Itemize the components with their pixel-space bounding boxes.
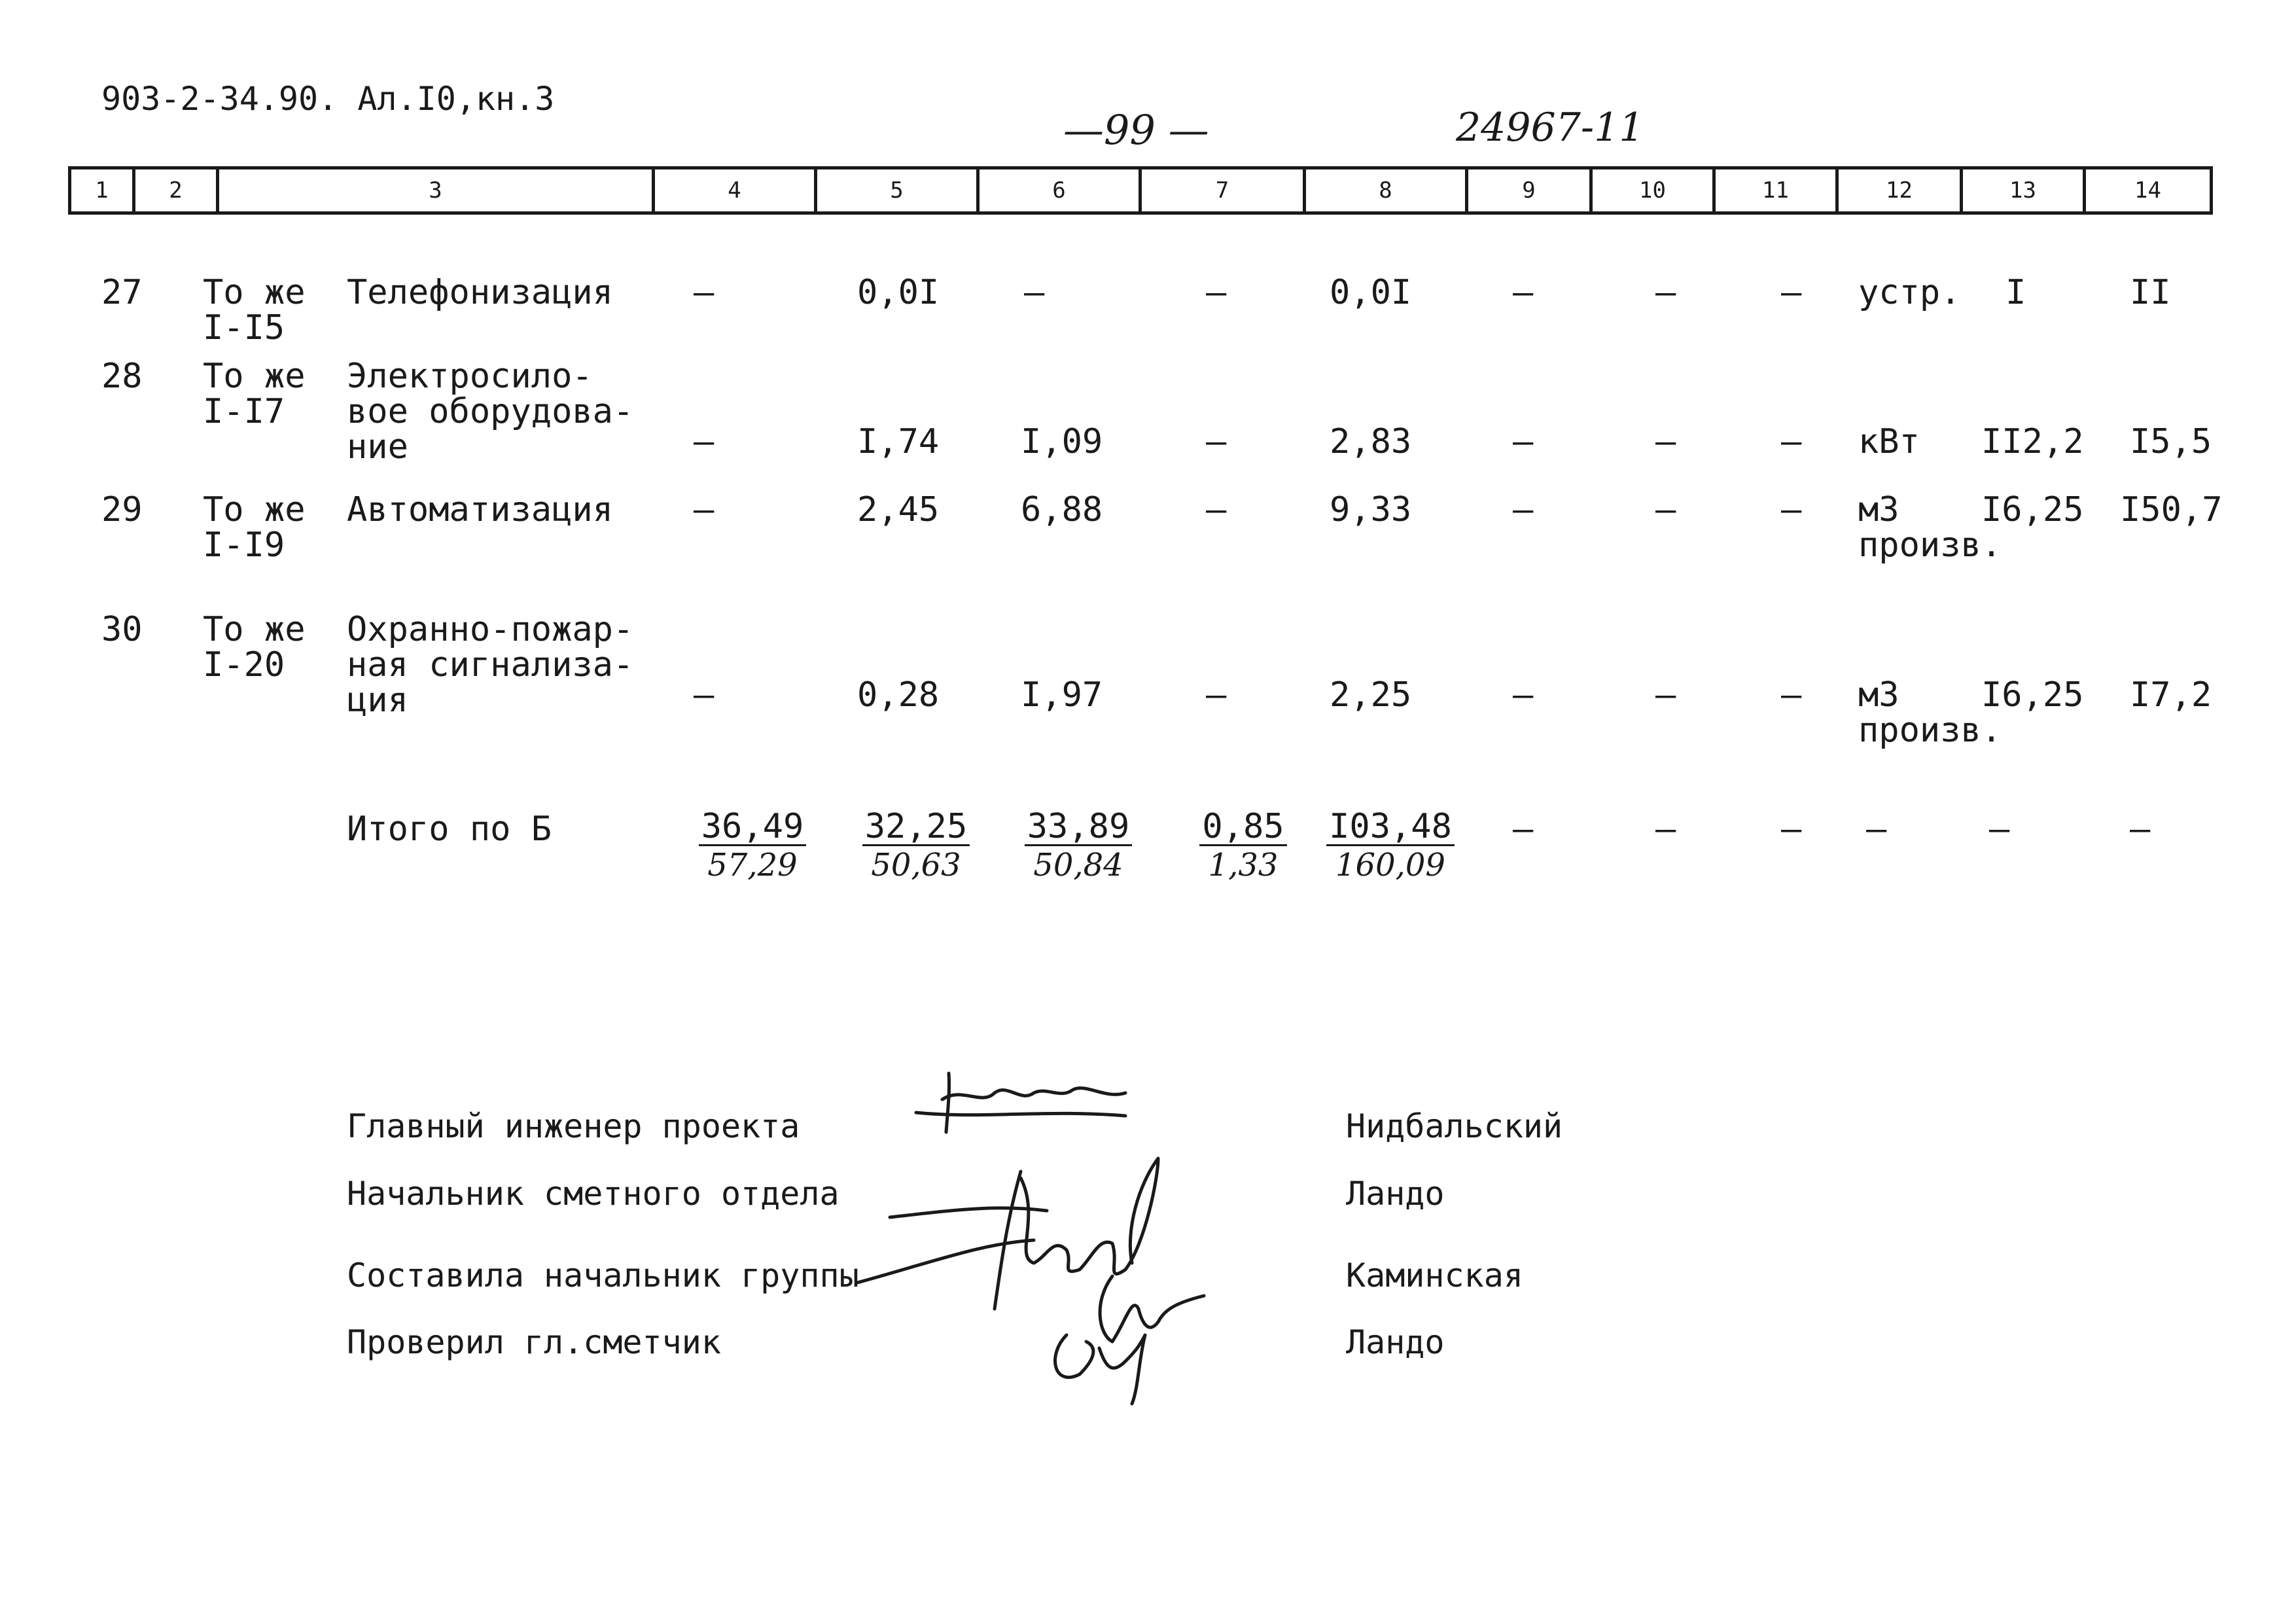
total-value-adjusted: 50,84: [1033, 847, 1123, 883]
total-c10: –: [1655, 810, 1676, 849]
column-header: 2: [132, 169, 216, 211]
cell-c5: 0,28: [857, 675, 940, 715]
cell-c12: [1858, 677, 2002, 748]
cell-c11: –: [1781, 490, 1802, 529]
row-name-line: Электросило-: [347, 357, 593, 396]
row-number: 27: [101, 273, 143, 312]
cell-c13: I: [2005, 273, 2026, 312]
column-header: 4: [652, 169, 814, 211]
cell-c10: –: [1655, 675, 1676, 715]
cell-c4: –: [694, 490, 715, 529]
cell-c6: I,09: [1021, 422, 1103, 461]
row-ref-line: I-I7: [203, 392, 285, 431]
cell-c8: 2,83: [1330, 422, 1412, 461]
row-number: 30: [101, 610, 143, 649]
row-ref: [203, 492, 306, 563]
total-c14: –: [2130, 810, 2151, 849]
cell-c9: –: [1513, 273, 1534, 312]
cell-c8: 0,0I: [1330, 273, 1412, 312]
total-c11: –: [1781, 810, 1802, 849]
total-c13: –: [1989, 810, 2010, 849]
total-value-adjusted: 160,09: [1335, 847, 1445, 883]
cell-c9: –: [1513, 675, 1534, 715]
total-value-adjusted: 1,33: [1208, 847, 1279, 883]
column-header: 11: [1712, 169, 1835, 211]
unit-line: устр.: [1858, 273, 1961, 312]
cell-c10: –: [1655, 273, 1676, 312]
signatory-name: Каминская: [1346, 1257, 1523, 1294]
cell-c6: I,97: [1021, 675, 1103, 715]
cell-c12: [1858, 275, 1961, 310]
row-number: 28: [101, 357, 143, 396]
row-ref-line: То же: [203, 273, 306, 312]
column-header: 9: [1465, 169, 1589, 211]
row-name-line: вое оборудова-: [347, 392, 634, 431]
signature-stroke: [1100, 1276, 1204, 1342]
row-name: [347, 359, 633, 465]
total-c6: [1013, 809, 1144, 883]
signatory-name: Ландо: [1346, 1175, 1445, 1213]
inventory-number: 24967-11: [1456, 105, 1644, 151]
column-header-row: [68, 166, 2213, 215]
signatory-title: Главный инженер проекта: [347, 1107, 800, 1145]
column-header: 12: [1835, 169, 1960, 211]
row-name: [347, 612, 633, 718]
row-name-line: Автоматизация: [347, 490, 613, 529]
cell-c7: –: [1206, 490, 1227, 529]
unit-line: м3: [1858, 675, 1899, 715]
page-number: —99 —: [1063, 106, 1209, 154]
signature-stroke: [857, 1208, 1047, 1283]
cell-c10: –: [1655, 490, 1676, 529]
row-name-line: ние: [347, 427, 408, 467]
cell-c14: I50,7: [2120, 490, 2223, 529]
total-value-adjusted: 57,29: [707, 847, 798, 883]
cell-c11: –: [1781, 422, 1802, 461]
total-value: I03,48: [1326, 809, 1455, 846]
unit-line: м3: [1858, 490, 1899, 529]
column-header: 7: [1139, 169, 1303, 211]
column-header: 1: [95, 177, 109, 204]
row-ref-line: То же: [203, 610, 306, 649]
cell-c7: –: [1206, 675, 1227, 715]
cell-c5: 2,45: [857, 490, 940, 529]
cell-c10: –: [1655, 422, 1676, 461]
total-label: Итого по Б: [347, 810, 552, 849]
cell-c4: –: [694, 273, 715, 312]
signature-stroke: [1055, 1335, 1145, 1404]
total-value: 33,89: [1025, 809, 1133, 846]
handwritten-signatures: [851, 1047, 1276, 1414]
unit-line: произв.: [1858, 711, 2002, 750]
row-ref-line: То же: [203, 357, 306, 396]
row-name-line: ная сигнализа-: [347, 645, 634, 685]
unit-line: произв.: [1858, 526, 2002, 565]
cell-c9: –: [1513, 422, 1534, 461]
cell-c6: 6,88: [1021, 490, 1103, 529]
column-header: 3: [216, 169, 652, 211]
cell-c7: –: [1206, 422, 1227, 461]
cell-c13: I6,25: [1981, 490, 2084, 529]
row-ref: [203, 359, 306, 429]
cell-c8: 9,33: [1330, 490, 1412, 529]
document-code: 903-2-34.90. Ал.I0,кн.3: [101, 80, 555, 118]
cell-c14: II: [2130, 273, 2171, 312]
cell-c12: [1858, 492, 2002, 563]
cell-c4: –: [694, 675, 715, 715]
total-c9: –: [1513, 810, 1534, 849]
cell-c7: –: [1206, 273, 1227, 312]
row-ref-line: То же: [203, 490, 306, 529]
row-name-line: Телефонизация: [347, 273, 613, 312]
column-header: 5: [814, 169, 976, 211]
cell-c12: [1858, 424, 1920, 459]
row-name: [347, 275, 613, 310]
total-value: 0,85: [1199, 809, 1286, 846]
cell-c13: II2,2: [1981, 422, 2084, 461]
total-value-adjusted: 50,63: [871, 847, 961, 883]
row-name: [347, 492, 613, 527]
row-ref-line: I-20: [203, 645, 285, 685]
row-ref-line: I-I5: [203, 308, 285, 348]
column-header: 8: [1303, 169, 1465, 211]
total-c5: [851, 809, 981, 883]
row-name-line: Охранно-пожар-: [347, 610, 634, 649]
total-value: 36,49: [699, 809, 807, 846]
total-value: 32,25: [862, 809, 970, 846]
cell-c8: 2,25: [1330, 675, 1412, 715]
row-ref-line: I-I9: [203, 526, 285, 565]
signatory-title: Проверил гл.сметчик: [347, 1323, 721, 1361]
total-c8: [1315, 809, 1466, 883]
row-name-line: ция: [347, 681, 408, 720]
cell-c9: –: [1513, 490, 1534, 529]
cell-c14: I7,2: [2130, 675, 2212, 715]
row-ref: [203, 275, 306, 346]
column-header: 13: [1960, 169, 2083, 211]
total-c12: –: [1866, 810, 1887, 849]
signatory-title: Начальник сметного отдела: [347, 1175, 839, 1213]
total-c4: [687, 809, 818, 883]
column-header: 10: [1589, 169, 1712, 211]
row-ref: [203, 612, 306, 683]
signature-stroke: [916, 1073, 1125, 1132]
cell-c5: I,74: [857, 422, 940, 461]
cell-c6: –: [1024, 273, 1045, 312]
signatory-name: Нидбальский: [1346, 1107, 1563, 1145]
column-header: 6: [976, 169, 1139, 211]
column-header: 14: [2083, 169, 2210, 211]
cell-c13: I6,25: [1981, 675, 2084, 715]
cell-c14: I5,5: [2130, 422, 2212, 461]
cell-c5: 0,0I: [857, 273, 940, 312]
signatory-name: Ландо: [1346, 1323, 1445, 1361]
unit-line: кВт: [1858, 422, 1920, 461]
total-c7: [1188, 809, 1299, 883]
cell-c11: –: [1781, 273, 1802, 312]
signatory-title: Составила начальник группы: [347, 1257, 859, 1294]
signature-stroke: [995, 1158, 1158, 1309]
cell-c11: –: [1781, 675, 1802, 715]
cell-c4: –: [694, 422, 715, 461]
row-number: 29: [101, 490, 143, 529]
